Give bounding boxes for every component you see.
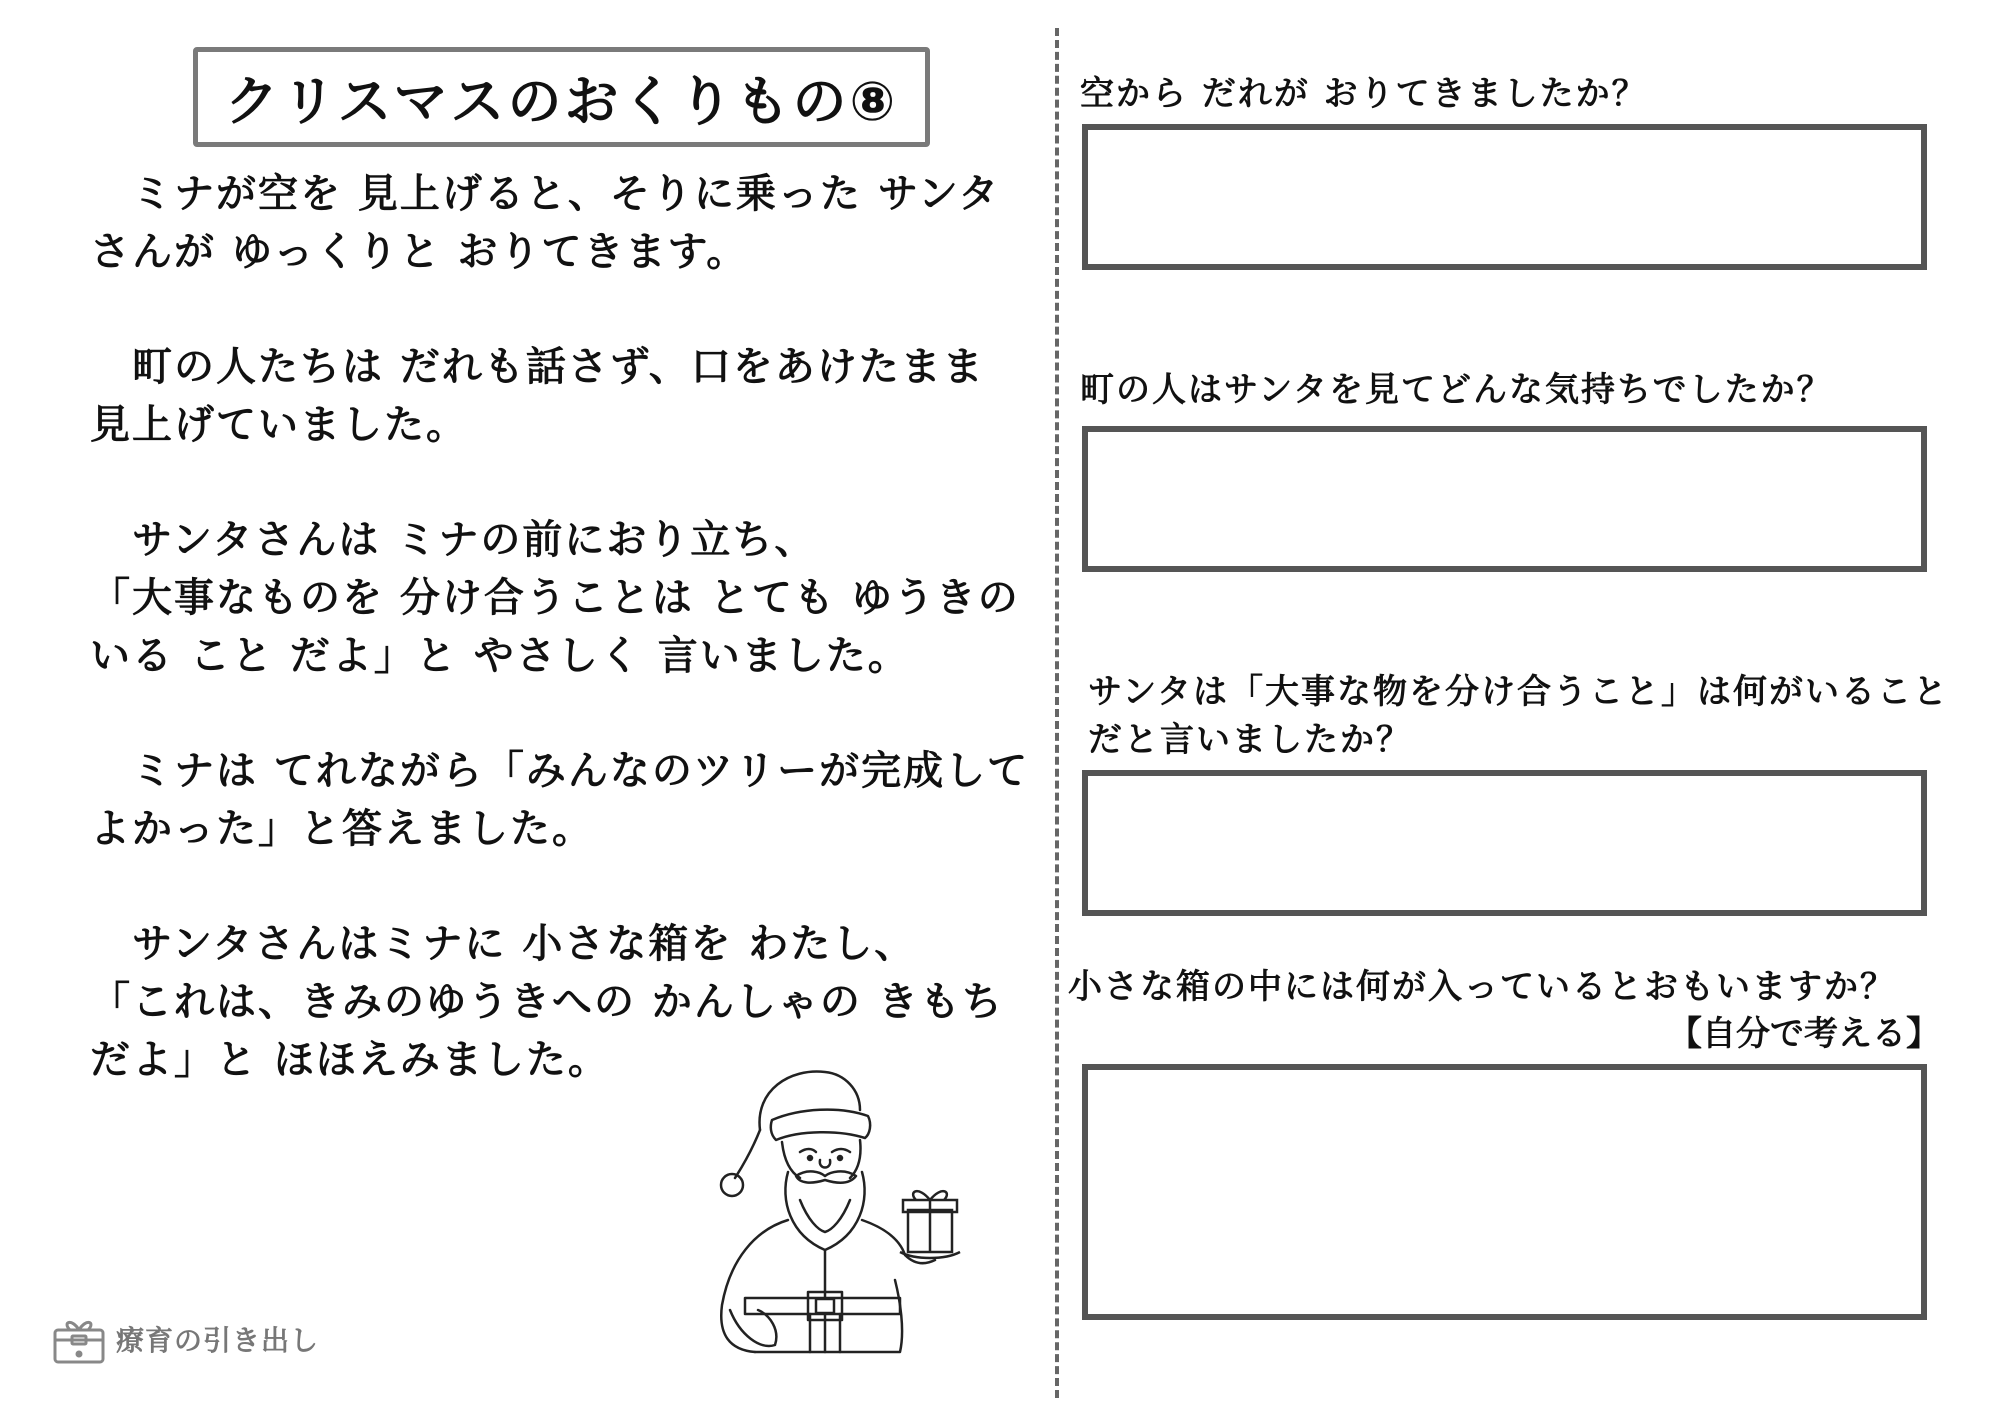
story-line: よかった」と答えました。	[90, 806, 594, 852]
story-line: 「これは、きみのゆうきへの かんしゃの きもち	[90, 979, 1004, 1025]
question-1-text: 空から だれが おりてきましたか？	[1080, 74, 1648, 114]
answer-box-3[interactable]	[1082, 770, 1927, 916]
logo-text: 療育の引き出し	[116, 1324, 320, 1357]
story-line: いる こと だよ」と やさしく 言いました。	[90, 633, 910, 679]
story-line: 見上げていました。	[90, 402, 468, 448]
answer-box-4[interactable]	[1082, 1064, 1927, 1320]
question-1	[1080, 70, 1648, 118]
story-line: 町の人たちは だれも話さず、口をあけたまま	[90, 344, 985, 390]
footer-logo	[50, 1310, 319, 1368]
title-box	[193, 47, 930, 147]
question-4-hint: 【自分で考える】	[1668, 1014, 1940, 1054]
story-paragraph-3	[90, 511, 1050, 685]
question-4	[1068, 963, 1896, 1011]
santa-with-present-icon	[700, 1060, 980, 1360]
question-3-text-line-2: だと言いましたか？	[1088, 720, 1412, 760]
story-text	[90, 165, 1050, 1146]
answer-box-1[interactable]	[1082, 124, 1927, 270]
story-line: サンタさんは ミナの前におり立ち、	[90, 517, 817, 563]
question-2	[1080, 366, 1833, 414]
story-line: さんが ゆっくりと おりてきます。	[90, 229, 749, 275]
question-2-text: 町の人はサンタを見てどんな気持ちでしたか？	[1080, 370, 1833, 410]
story-line: だよ」と ほほえみました。	[90, 1037, 610, 1083]
story-paragraph-4	[90, 742, 1050, 858]
story-line: ミナが空を 見上げると、そりに乗った サンタ	[90, 171, 1001, 217]
story-line: ミナは てれながら「みんなのツリーが完成して	[90, 748, 1030, 794]
story-paragraph-1	[90, 165, 1050, 281]
answer-box-2[interactable]	[1082, 426, 1927, 572]
question-4-text: 小さな箱の中には何が入っているとおもいますか？	[1068, 967, 1896, 1007]
question-3-text-line-1: サンタは「大事な物を分け合うこと」は何がいること	[1088, 672, 1949, 712]
dashed-divider	[1055, 28, 1059, 1398]
story-paragraph-2	[90, 338, 1050, 454]
page-title: クリスマスのおくりもの⑧	[224, 69, 899, 133]
question-3	[1088, 668, 1949, 764]
story-line: サンタさんはミナに 小さな箱を わたし、	[90, 921, 917, 967]
gift-box-drawer-icon	[50, 1310, 108, 1368]
story-line: 「大事なものを 分け合うことは とても ゆうきの	[90, 575, 1020, 621]
